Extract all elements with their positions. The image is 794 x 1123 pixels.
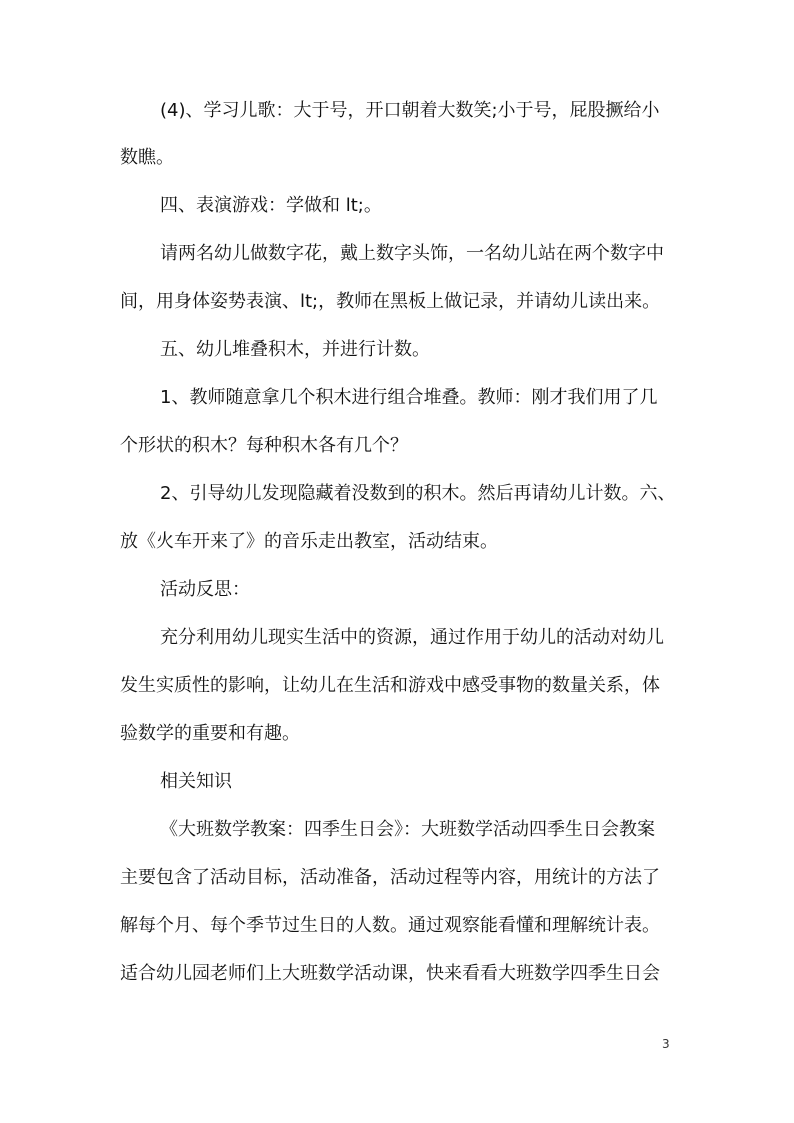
text-line: 发生实质性的影响，让幼儿在生活和游戏中感受事物的数量关系，体 bbox=[120, 675, 660, 696]
text-line: 数瞧。 bbox=[120, 147, 174, 168]
text-line: 充分利用幼儿现实生活中的资源，通过作用于幼儿的活动对幼儿 bbox=[160, 627, 664, 648]
text-line: 适合幼儿园老师们上大班数学活动课，快来看看大班数学四季生日会 bbox=[120, 963, 660, 984]
text-line: 主要包含了活动目标，活动准备，活动过程等内容，用统计的方法了 bbox=[120, 867, 660, 888]
text-line: 活动反思： bbox=[160, 579, 250, 600]
text-line: 请两名幼儿做数字花，戴上数字头饰，一名幼儿站在两个数字中 bbox=[160, 243, 664, 264]
text-line: 五、幼儿堆叠积木，并进行计数。 bbox=[160, 339, 430, 360]
text-line: 验数学的重要和有趣。 bbox=[120, 723, 300, 744]
text-line: 《大班数学教案：四季生日会》：大班数学活动四季生日会教案 bbox=[160, 819, 655, 840]
text-line: 解每个月、每个季节过生日的人数。通过观察能看懂和理解统计表。 bbox=[120, 915, 660, 936]
text-line: 间，用身体姿势表演、lt;，教师在黑板上做记录，并请幼儿读出来。 bbox=[120, 291, 661, 312]
text-line: 1、教师随意拿几个积木进行组合堆叠。教师：刚才我们用了几 bbox=[160, 387, 658, 408]
text-line: 个形状的积木？每种积木各有几个？ bbox=[120, 435, 408, 456]
text-line: 相关知识 bbox=[160, 771, 232, 792]
text-line: (4)、学习儿歌：大于号，开口朝着大数笑;小于号，屁股撅给小 bbox=[160, 100, 660, 121]
page-number: 3 bbox=[662, 1037, 670, 1051]
text-line: 四、表演游戏：学做和 lt;。 bbox=[160, 195, 382, 216]
text-line: 2、引导幼儿发现隐藏着没数到的积木。然后再请幼儿计数。六、 bbox=[160, 483, 676, 504]
text-line: 放《火车开来了》的音乐走出教室，活动结束。 bbox=[120, 531, 498, 552]
